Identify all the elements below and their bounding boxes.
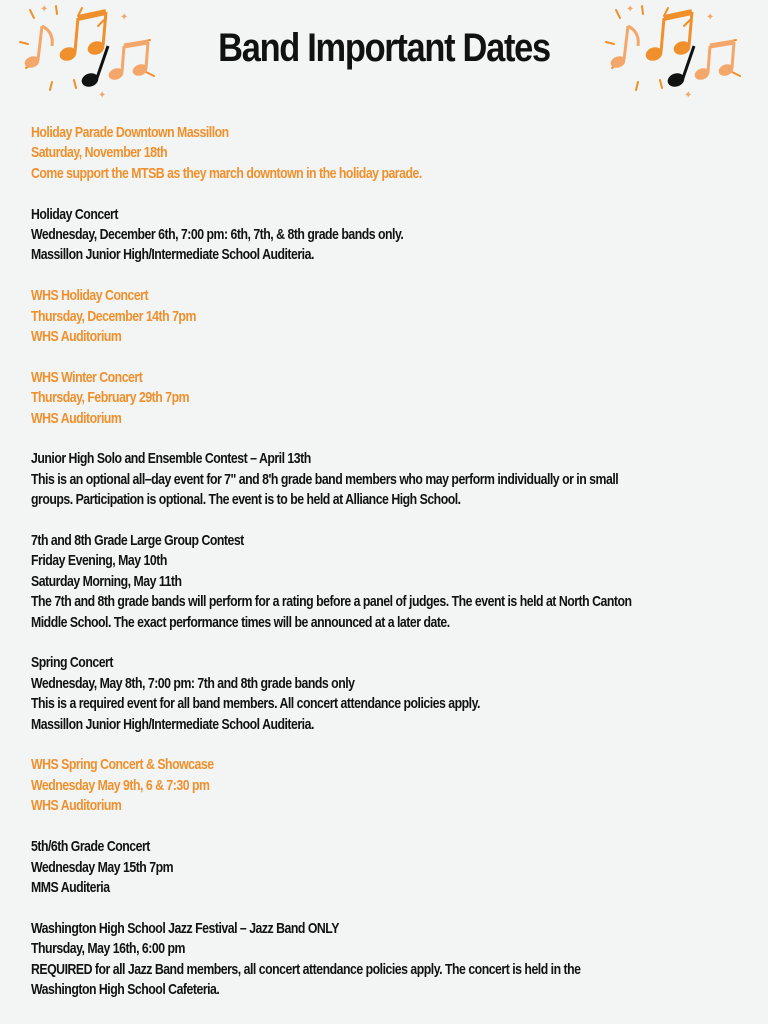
svg-text:✦: ✦ — [120, 12, 129, 23]
svg-text:✦: ✦ — [98, 90, 107, 101]
event-large-group-contest — [31, 531, 731, 633]
event-location: Massillon Junior High/Intermediate School Auditeria. — [31, 715, 314, 733]
event-title: Holiday Parade Downtown Massillon — [31, 124, 229, 141]
event-location: Washington High School Cafeteria. — [31, 980, 220, 998]
event-title: WHS Holiday Concert — [31, 287, 149, 305]
event-detail: Middle School. The exact performance times will be announced at a later date. — [31, 613, 450, 631]
svg-text:✦: ✦ — [40, 4, 49, 15]
event-detail: This is an optional all–day event for 7" and 8'h grade band members who may perform individually or in small — [31, 470, 619, 488]
event-holiday-concert — [31, 205, 731, 266]
event-date: Wednesday, December 6th, 7:00 pm: 6th, 7th, & 8th grade bands only. — [31, 226, 404, 244]
event-title: WHS Winter Concert — [31, 368, 143, 386]
event-jazz-festival — [31, 919, 731, 1001]
event-whs-holiday-concert — [31, 286, 731, 347]
event-detail: Come support the MTSB as they march downtown in the holiday parade. — [31, 164, 422, 182]
event-date: Thursday, December 14th 7pm — [31, 307, 196, 325]
event-date: Saturday Morning, May 11th — [31, 572, 182, 590]
event-list — [31, 123, 731, 1021]
event-title: Spring Concert — [31, 654, 113, 672]
event-title: 5th/6th Grade Concert — [31, 838, 150, 856]
event-location: WHS Auditorium — [31, 797, 122, 815]
music-notes-icon — [12, 2, 162, 102]
event-date: Thursday, May 16th, 6:00 pm — [31, 940, 185, 958]
event-location: Massillon Junior High/Intermediate School Auditeria. — [31, 246, 314, 264]
event-detail: REQUIRED for all Jazz Band members, all concert attendance policies apply. The concert is held in the — [31, 960, 581, 978]
event-detail: groups. Participation is optional. The event is to be held at Alliance High School. — [31, 491, 461, 509]
event-whs-winter-concert — [31, 368, 731, 429]
event-date: Saturday, November 18th — [31, 144, 168, 162]
event-spring-concert — [31, 653, 731, 735]
event-date: Wednesday, May 8th, 7:00 pm: 7th and 8th grade bands only — [31, 674, 355, 692]
event-title: Holiday Concert — [31, 205, 118, 223]
page-title: Band Important Dates — [218, 26, 550, 70]
event-title: Junior High Solo and Ensemble Contest – April 13th — [31, 450, 311, 468]
event-title: Washington High School Jazz Festival – Jazz Band ONLY — [31, 919, 339, 937]
event-title: 7th and 8th Grade Large Group Contest — [31, 532, 244, 550]
event-solo-ensemble-contest — [31, 449, 731, 510]
event-location: MMS Auditeria — [31, 878, 110, 896]
event-date: Friday Evening, May 10th — [31, 552, 167, 570]
event-whs-spring-showcase — [31, 755, 731, 816]
event-date: Thursday, February 29th 7pm — [31, 389, 190, 407]
svg-text:✦: ✦ — [684, 90, 693, 101]
event-holiday-parade — [31, 123, 731, 184]
event-title: WHS Spring Concert & Showcase — [31, 756, 214, 774]
event-detail: This is a required event for all band members. All concert attendance policies apply. — [31, 695, 480, 713]
svg-text:✦: ✦ — [626, 4, 635, 15]
event-location: WHS Auditorium — [31, 409, 122, 427]
svg-text:✦: ✦ — [706, 12, 715, 23]
event-date: Wednesday May 15th 7pm — [31, 858, 174, 876]
event-detail: The 7th and 8th grade bands will perform for a rating before a panel of judges. The event is held at North Canton — [31, 593, 632, 611]
event-5th-6th-grade-concert — [31, 837, 731, 898]
event-date: Wednesday May 9th, 6 & 7:30 pm — [31, 776, 210, 794]
music-notes-icon — [598, 2, 748, 102]
event-location: WHS Auditorium — [31, 328, 122, 346]
